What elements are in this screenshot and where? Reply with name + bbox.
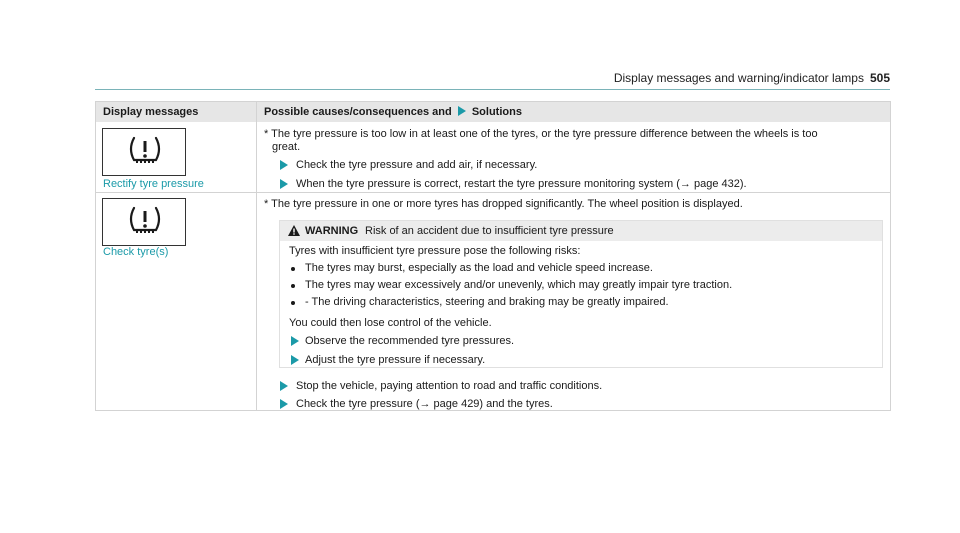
message-check-tyres: Check tyre(s)	[103, 246, 169, 258]
message-rectify-tyre-pressure: Rectify tyre pressure	[103, 178, 204, 190]
warning-step: Adjust the tyre pressure if necessary.	[305, 354, 486, 366]
risk-item: The tyres may burst, especially as the load and vehicle speed increase.	[305, 262, 653, 274]
tyre-pressure-warning-icon	[102, 198, 186, 246]
cause-text-line2: great.	[272, 141, 301, 153]
cause-text-line: The tyre pressure in one or more tyres has dropped significantly. The wheel position is displayed.	[271, 198, 743, 210]
warning-keyword: WARNING	[305, 225, 359, 237]
cause-text: * The tyre pressure in one or more tyres has dropped significantly. The wheel position is displayed.	[264, 198, 743, 210]
step-check-tyre-pressure: Check the tyre pressure (→ page 429) and the tyres.	[296, 398, 553, 410]
warning-box	[279, 220, 883, 368]
warning-triangle-icon	[288, 225, 300, 236]
messages-table	[95, 101, 891, 411]
page-header	[95, 67, 890, 90]
col-header-display-messages: Display messages	[103, 106, 199, 118]
table-header	[96, 102, 890, 122]
risk-item: - The driving characteristics, steering and braking may be greatly impaired.	[305, 296, 669, 308]
cause-text: * The tyre pressure is too low in at least one of the tyres, or the tyre pressure difference between the wheels is too	[264, 128, 818, 140]
column-divider	[256, 102, 257, 410]
bullet	[291, 267, 295, 271]
arrow-icon	[280, 399, 288, 409]
page-number: 505	[869, 71, 890, 85]
col-header-causes	[264, 106, 522, 118]
step-restart-monitoring: When the tyre pressure is correct, restart the tyre pressure monitoring system (→ page 432).	[296, 178, 747, 190]
warning-header	[280, 221, 882, 241]
arrow-icon	[291, 355, 299, 365]
col-header-causes-label: Possible causes/consequences and	[264, 106, 452, 118]
warning-consequence: You could then lose control of the vehicle.	[289, 317, 492, 329]
arrow-icon	[280, 179, 288, 189]
arrow-icon	[280, 160, 288, 170]
tyre-pressure-warning-icon	[102, 128, 186, 176]
warning-title: Risk of an accident due to insufficient tyre pressure	[365, 225, 614, 237]
bullet	[291, 301, 295, 305]
step-check-tyre-pressure: Check the tyre pressure and add air, if necessary.	[296, 159, 538, 171]
page-title	[614, 71, 890, 85]
cause-text-line1: The tyre pressure is too low in at least one of the tyres, or the tyre pressure difference between the wheels is too	[271, 128, 818, 140]
risk-item: The tyres may wear excessively and/or unevenly, which may greatly impair tyre traction.	[305, 279, 733, 291]
section-title: Display messages and warning/indicator lamps	[613, 71, 864, 85]
arrow-icon	[280, 381, 288, 391]
step-stop-vehicle: Stop the vehicle, paying attention to road and traffic conditions.	[296, 380, 603, 392]
col-header-solutions-label: Solutions	[471, 106, 522, 118]
arrow-icon	[291, 336, 299, 346]
warning-intro: Tyres with insufficient tyre pressure pose the following risks:	[289, 245, 581, 257]
row-divider	[96, 192, 890, 193]
bullet	[291, 284, 295, 288]
arrow-icon	[458, 106, 466, 116]
warning-step: Observe the recommended tyre pressures.	[305, 335, 515, 347]
